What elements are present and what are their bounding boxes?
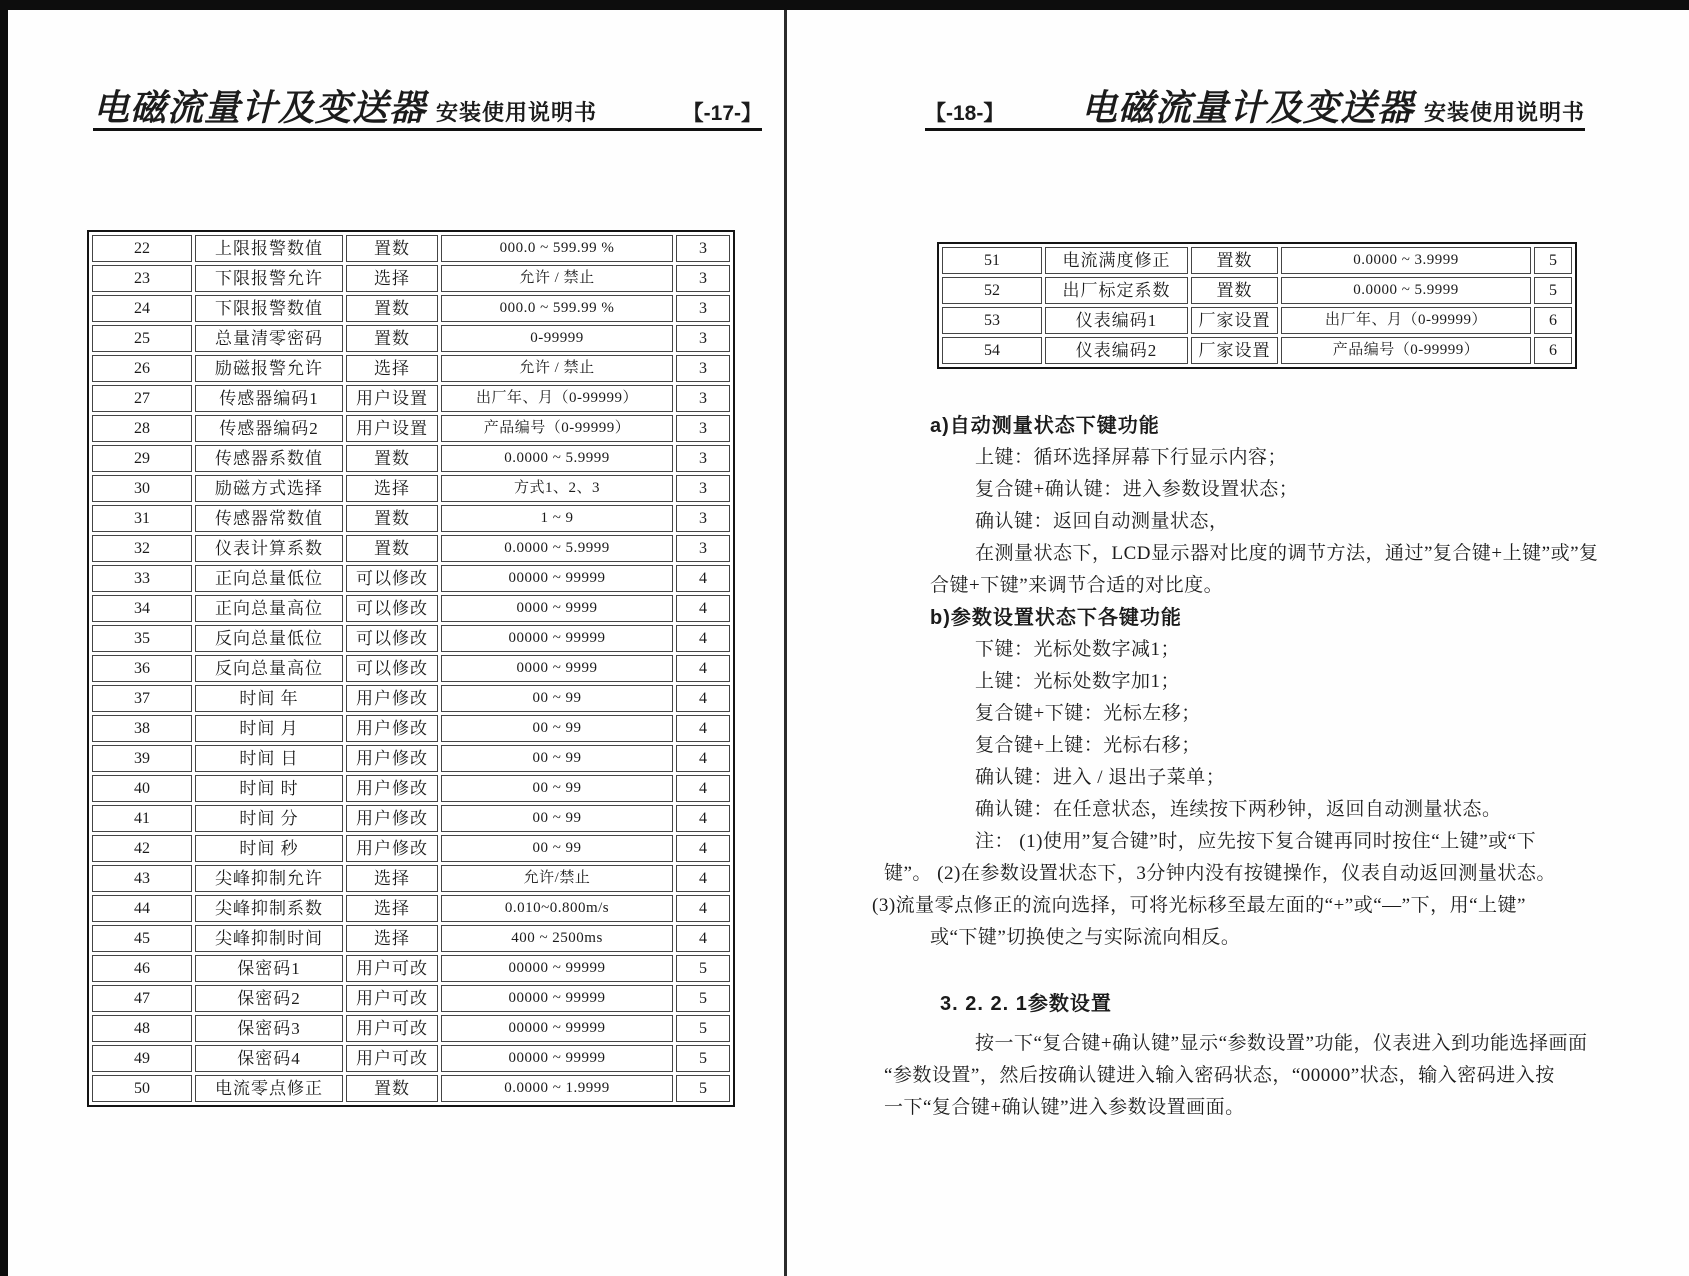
cell-param-digits: 3	[676, 535, 730, 562]
cell-param-mode: 选择	[346, 265, 438, 292]
parameter-row	[92, 715, 730, 742]
parameter-row	[92, 265, 730, 292]
cell-param-number: 47	[92, 985, 192, 1012]
cell-param-name: 尖峰抑制时间	[195, 925, 343, 952]
page-18-title-main: 电磁流量计及变送器	[1080, 88, 1414, 128]
parameter-row	[92, 565, 730, 592]
parameter-row	[92, 325, 730, 352]
cell-param-digits: 4	[676, 775, 730, 802]
section-gap	[872, 1020, 1584, 1028]
cell-param-digits: 4	[676, 895, 730, 922]
cell-param-number: 37	[92, 685, 192, 712]
cell-param-name: 电流零点修正	[195, 1075, 343, 1102]
cell-param-digits: 3	[676, 265, 730, 292]
parameter-row	[92, 655, 730, 682]
cell-param-range: 00 ~ 99	[441, 685, 673, 712]
cell-param-name: 尖峰抑制允许	[195, 865, 343, 892]
text-line-content: 确认键：在任意状态，连续按下两秒钟，返回自动测量状态。	[975, 799, 1502, 820]
parameter-table-17-body	[92, 235, 730, 1102]
parameter-row	[942, 307, 1572, 334]
parameter-row	[92, 415, 730, 442]
parameter-row	[92, 895, 730, 922]
parameter-table-page-18	[937, 242, 1577, 369]
text-line	[872, 634, 1584, 666]
cell-param-mode: 用户设置	[346, 415, 438, 442]
cell-param-mode: 用户可改	[346, 1015, 438, 1042]
cell-param-range: 400 ~ 2500ms	[441, 925, 673, 952]
cell-param-name: 时间 时	[195, 775, 343, 802]
cell-param-name: 正向总量低位	[195, 565, 343, 592]
cell-param-range: 00 ~ 99	[441, 745, 673, 772]
page-18-header	[925, 80, 1585, 131]
parameter-row	[92, 1045, 730, 1072]
cell-param-range: 00 ~ 99	[441, 835, 673, 862]
cell-param-name: 下限报警数值	[195, 295, 343, 322]
parameter-row	[92, 745, 730, 772]
text-line	[872, 922, 1584, 954]
scan-top-edge	[0, 0, 1689, 10]
text-line-content: 复合键+上键：光标右移；	[975, 735, 1201, 756]
parameter-row	[92, 985, 730, 1012]
cell-param-digits: 6	[1534, 337, 1572, 364]
parameter-row	[92, 835, 730, 862]
cell-param-range: 产品编号（0-99999）	[1281, 337, 1531, 364]
cell-param-name: 时间 日	[195, 745, 343, 772]
cell-param-range: 允许 / 禁止	[441, 265, 673, 292]
cell-param-name: 正向总量高位	[195, 595, 343, 622]
cell-param-name: 电流满度修正	[1045, 247, 1188, 274]
page-17-number: 【-17-】	[682, 102, 762, 125]
cell-param-range: 0.0000 ~ 5.9999	[441, 445, 673, 472]
parameter-row	[92, 535, 730, 562]
section-b-heading: b)参数设置状态下各键功能	[930, 607, 1182, 629]
text-line-content: 或“下键”切换使之与实际流向相反。	[930, 927, 1241, 948]
cell-param-range: 00000 ~ 99999	[441, 955, 673, 982]
cell-param-range: 0000 ~ 9999	[441, 655, 673, 682]
cell-param-range: 00000 ~ 99999	[441, 1015, 673, 1042]
cell-param-digits: 5	[1534, 247, 1572, 274]
page-18-title-group	[1081, 80, 1585, 131]
cell-param-name: 保密码1	[195, 955, 343, 982]
cell-param-number: 43	[92, 865, 192, 892]
cell-param-digits: 5	[676, 1045, 730, 1072]
cell-param-name: 传感器常数值	[195, 505, 343, 532]
cell-param-name: 保密码2	[195, 985, 343, 1012]
cell-param-number: 48	[92, 1015, 192, 1042]
cell-param-range: 0-99999	[441, 325, 673, 352]
text-line-content: 注： (1)使用”复合键”时，应先按下复合键再同时按住“上键”或“下	[975, 831, 1537, 852]
text-line-content: 在测量状态下，LCD显示器对比度的调节方法，通过”复合键+上键”或”复	[975, 543, 1599, 564]
parameter-row	[92, 505, 730, 532]
cell-param-mode: 置数	[1191, 277, 1278, 304]
text-line	[872, 1060, 1584, 1092]
section-parameter-setup-heading: 3. 2. 2. 1参数设置	[940, 993, 1112, 1015]
cell-param-mode: 选择	[346, 475, 438, 502]
cell-param-range: 00000 ~ 99999	[441, 985, 673, 1012]
cell-param-name: 传感器系数值	[195, 445, 343, 472]
cell-param-digits: 4	[676, 655, 730, 682]
cell-param-range: 0.0000 ~ 5.9999	[441, 535, 673, 562]
text-line	[872, 762, 1584, 794]
cell-param-digits: 3	[676, 325, 730, 352]
cell-param-range: 0000 ~ 9999	[441, 595, 673, 622]
parameter-row	[942, 337, 1572, 364]
page-18-title-sub: 安装使用说明书	[1423, 100, 1585, 125]
cell-param-name: 下限报警允许	[195, 265, 343, 292]
cell-param-digits: 4	[676, 715, 730, 742]
parameter-row	[92, 955, 730, 982]
cell-param-mode: 用户可改	[346, 955, 438, 982]
cell-param-digits: 4	[676, 685, 730, 712]
cell-param-mode: 置数	[346, 1075, 438, 1102]
text-line	[872, 826, 1584, 858]
text-line	[872, 666, 1584, 698]
cell-param-digits: 4	[676, 595, 730, 622]
text-line-content: 键”。 (2)在参数设置状态下，3分钟内没有按键操作，仪表自动返回测量状态。	[884, 863, 1556, 884]
cell-param-mode: 用户修改	[346, 775, 438, 802]
cell-param-number: 39	[92, 745, 192, 772]
text-line-content: 合键+下键”来调节合适的对比度。	[930, 575, 1224, 596]
cell-param-name: 总量清零密码	[195, 325, 343, 352]
cell-param-name: 仪表计算系数	[195, 535, 343, 562]
cell-param-name: 传感器编码1	[195, 385, 343, 412]
parameter-row	[92, 775, 730, 802]
cell-param-digits: 5	[676, 985, 730, 1012]
cell-param-mode: 置数	[346, 295, 438, 322]
cell-param-name: 尖峰抑制系数	[195, 895, 343, 922]
cell-param-range: 产品编号（0-99999）	[441, 415, 673, 442]
cell-param-number: 31	[92, 505, 192, 532]
cell-param-mode: 用户设置	[346, 385, 438, 412]
parameter-row	[92, 1075, 730, 1102]
parameter-table-18-body	[942, 247, 1572, 364]
cell-param-mode: 置数	[346, 535, 438, 562]
text-line	[872, 442, 1584, 474]
parameter-row	[92, 685, 730, 712]
cell-param-number: 34	[92, 595, 192, 622]
cell-param-number: 52	[942, 277, 1042, 304]
cell-param-digits: 5	[676, 955, 730, 982]
cell-param-mode: 选择	[346, 865, 438, 892]
text-line-content: “参数设置”，然后按确认键进入输入密码状态，“00000”状态，输入密码进入按	[884, 1065, 1555, 1086]
cell-param-name: 励磁报警允许	[195, 355, 343, 382]
cell-param-mode: 用户修改	[346, 685, 438, 712]
cell-param-mode: 可以修改	[346, 565, 438, 592]
parameter-row	[92, 805, 730, 832]
text-line-content: 确认键：返回自动测量状态，	[975, 511, 1229, 532]
cell-param-digits: 4	[676, 865, 730, 892]
cell-param-name: 反向总量高位	[195, 655, 343, 682]
cell-param-mode: 厂家设置	[1191, 307, 1278, 334]
parameter-row	[92, 355, 730, 382]
section-a-heading: a)自动测量状态下键功能	[930, 415, 1160, 437]
cell-param-mode: 用户修改	[346, 835, 438, 862]
cell-param-name: 时间 年	[195, 685, 343, 712]
text-line	[872, 794, 1584, 826]
cell-param-range: 000.0 ~ 599.99 %	[441, 295, 673, 322]
parameter-row	[942, 277, 1572, 304]
cell-param-number: 45	[92, 925, 192, 952]
section-a-lines	[872, 442, 1599, 602]
text-line	[872, 698, 1584, 730]
cell-param-number: 25	[92, 325, 192, 352]
cell-param-mode: 用户可改	[346, 985, 438, 1012]
parameter-row	[92, 925, 730, 952]
page-17-title-sub: 安装使用说明书	[436, 100, 598, 125]
cell-param-range: 0.010~0.800m/s	[441, 895, 673, 922]
cell-param-number: 49	[92, 1045, 192, 1072]
cell-param-range: 0.0000 ~ 3.9999	[1281, 247, 1531, 274]
parameter-row	[92, 595, 730, 622]
cell-param-mode: 可以修改	[346, 595, 438, 622]
cell-param-number: 32	[92, 535, 192, 562]
cell-param-mode: 用户修改	[346, 745, 438, 772]
cell-param-digits: 3	[676, 475, 730, 502]
text-line	[872, 570, 1584, 602]
cell-param-number: 33	[92, 565, 192, 592]
text-line-content: 下键：光标处数字减1；	[975, 639, 1181, 660]
cell-param-mode: 选择	[346, 925, 438, 952]
parameter-row	[942, 247, 1572, 274]
cell-param-mode: 可以修改	[346, 655, 438, 682]
cell-param-digits: 4	[676, 835, 730, 862]
page-divider-line	[784, 10, 787, 1276]
cell-param-mode: 用户可改	[346, 1045, 438, 1072]
parameter-row	[92, 1015, 730, 1042]
cell-param-name: 上限报警数值	[195, 235, 343, 262]
cell-param-digits: 3	[676, 505, 730, 532]
cell-param-range: 0.0000 ~ 5.9999	[1281, 277, 1531, 304]
cell-param-number: 24	[92, 295, 192, 322]
cell-param-number: 36	[92, 655, 192, 682]
cell-param-digits: 3	[676, 445, 730, 472]
cell-param-digits: 4	[676, 625, 730, 652]
cell-param-name: 传感器编码2	[195, 415, 343, 442]
cell-param-number: 50	[92, 1075, 192, 1102]
text-line-content: 上键：光标处数字加1；	[975, 671, 1181, 692]
cell-param-range: 出厂年、月（0-99999）	[441, 385, 673, 412]
text-line-content: 确认键：进入 / 退出子菜单；	[975, 767, 1226, 788]
text-line-content: (3)流量零点修正的流向选择，可将光标移至最左面的“+”或“—”下，用“上键”	[872, 895, 1526, 916]
cell-param-range: 000.0 ~ 599.99 %	[441, 235, 673, 262]
cell-param-digits: 5	[676, 1075, 730, 1102]
cell-param-digits: 3	[676, 295, 730, 322]
text-line	[872, 474, 1584, 506]
cell-param-digits: 4	[676, 805, 730, 832]
cell-param-name: 保密码4	[195, 1045, 343, 1072]
page-18-number: 【-18-】	[925, 102, 1005, 125]
text-line-content: 按一下“复合键+确认键”显示“参数设置”功能，仪表进入到功能选择画面	[975, 1033, 1588, 1054]
cell-param-range: 00 ~ 99	[441, 715, 673, 742]
cell-param-mode: 置数	[346, 235, 438, 262]
cell-param-range: 00000 ~ 99999	[441, 1045, 673, 1072]
cell-param-mode: 可以修改	[346, 625, 438, 652]
page-18-body-text	[872, 410, 1599, 1124]
cell-param-range: 允许 / 禁止	[441, 355, 673, 382]
cell-param-name: 反向总量低位	[195, 625, 343, 652]
text-line-content: 上键：循环选择屏幕下行显示内容；	[975, 447, 1288, 468]
parameter-row	[92, 475, 730, 502]
cell-param-number: 22	[92, 235, 192, 262]
cell-param-range: 允许/禁止	[441, 865, 673, 892]
cell-param-range: 1 ~ 9	[441, 505, 673, 532]
cell-param-range: 00 ~ 99	[441, 805, 673, 832]
cell-param-name: 保密码3	[195, 1015, 343, 1042]
cell-param-range: 00000 ~ 99999	[441, 565, 673, 592]
cell-param-name: 时间 月	[195, 715, 343, 742]
cell-param-mode: 选择	[346, 895, 438, 922]
text-line	[872, 1028, 1588, 1060]
cell-param-number: 51	[942, 247, 1042, 274]
cell-param-number: 35	[92, 625, 192, 652]
cell-param-digits: 6	[1534, 307, 1572, 334]
cell-param-number: 46	[92, 955, 192, 982]
parameter-row	[92, 385, 730, 412]
cell-param-number: 30	[92, 475, 192, 502]
text-line-content: 复合键+下键：光标左移；	[975, 703, 1201, 724]
cell-param-number: 44	[92, 895, 192, 922]
parameter-row	[92, 865, 730, 892]
text-line	[872, 538, 1599, 570]
text-line-content: 复合键+确认键：进入参数设置状态；	[975, 479, 1299, 500]
parameter-row	[92, 625, 730, 652]
cell-param-digits: 3	[676, 355, 730, 382]
page-17-title-main: 电磁流量计及变送器	[93, 88, 427, 128]
cell-param-name: 仪表编码1	[1045, 307, 1188, 334]
cell-param-name: 励磁方式选择	[195, 475, 343, 502]
cell-param-range: 出厂年、月（0-99999）	[1281, 307, 1531, 334]
parameter-table-page-17	[87, 230, 735, 1107]
cell-param-digits: 3	[676, 415, 730, 442]
parameter-row	[92, 295, 730, 322]
cell-param-mode: 置数	[346, 325, 438, 352]
cell-param-name: 出厂标定系数	[1045, 277, 1188, 304]
text-line	[872, 506, 1584, 538]
cell-param-number: 29	[92, 445, 192, 472]
section-b-lines	[872, 634, 1584, 954]
cell-param-mode: 置数	[346, 445, 438, 472]
cell-param-number: 40	[92, 775, 192, 802]
cell-param-digits: 3	[676, 235, 730, 262]
cell-param-digits: 4	[676, 925, 730, 952]
cell-param-number: 54	[942, 337, 1042, 364]
cell-param-mode: 置数	[1191, 247, 1278, 274]
cell-param-range: 00000 ~ 99999	[441, 625, 673, 652]
cell-param-range: 0.0000 ~ 1.9999	[441, 1075, 673, 1102]
cell-param-mode: 用户修改	[346, 715, 438, 742]
scan-left-edge	[0, 0, 8, 1276]
parameter-row	[92, 235, 730, 262]
cell-param-number: 42	[92, 835, 192, 862]
text-line-content: 一下“复合键+确认键”进入参数设置画面。	[884, 1097, 1245, 1118]
cell-param-name: 时间 分	[195, 805, 343, 832]
cell-param-number: 26	[92, 355, 192, 382]
cell-param-name: 仪表编码2	[1045, 337, 1188, 364]
cell-param-number: 27	[92, 385, 192, 412]
cell-param-number: 28	[92, 415, 192, 442]
page-17-header	[93, 80, 762, 131]
cell-param-number: 53	[942, 307, 1042, 334]
cell-param-name: 时间 秒	[195, 835, 343, 862]
cell-param-range: 方式1、2、3	[441, 475, 673, 502]
cell-param-digits: 3	[676, 385, 730, 412]
cell-param-number: 23	[92, 265, 192, 292]
parameter-row	[92, 445, 730, 472]
section-c-lines	[872, 1028, 1588, 1124]
cell-param-digits: 5	[1534, 277, 1572, 304]
text-line	[872, 858, 1584, 890]
cell-param-number: 38	[92, 715, 192, 742]
text-line	[872, 1092, 1584, 1124]
cell-param-number: 41	[92, 805, 192, 832]
text-line	[872, 730, 1584, 762]
cell-param-digits: 4	[676, 745, 730, 772]
cell-param-mode: 用户修改	[346, 805, 438, 832]
cell-param-mode: 厂家设置	[1191, 337, 1278, 364]
cell-param-mode: 选择	[346, 355, 438, 382]
cell-param-mode: 置数	[346, 505, 438, 532]
cell-param-digits: 4	[676, 565, 730, 592]
text-line	[872, 890, 1584, 922]
cell-param-digits: 5	[676, 1015, 730, 1042]
cell-param-range: 00 ~ 99	[441, 775, 673, 802]
